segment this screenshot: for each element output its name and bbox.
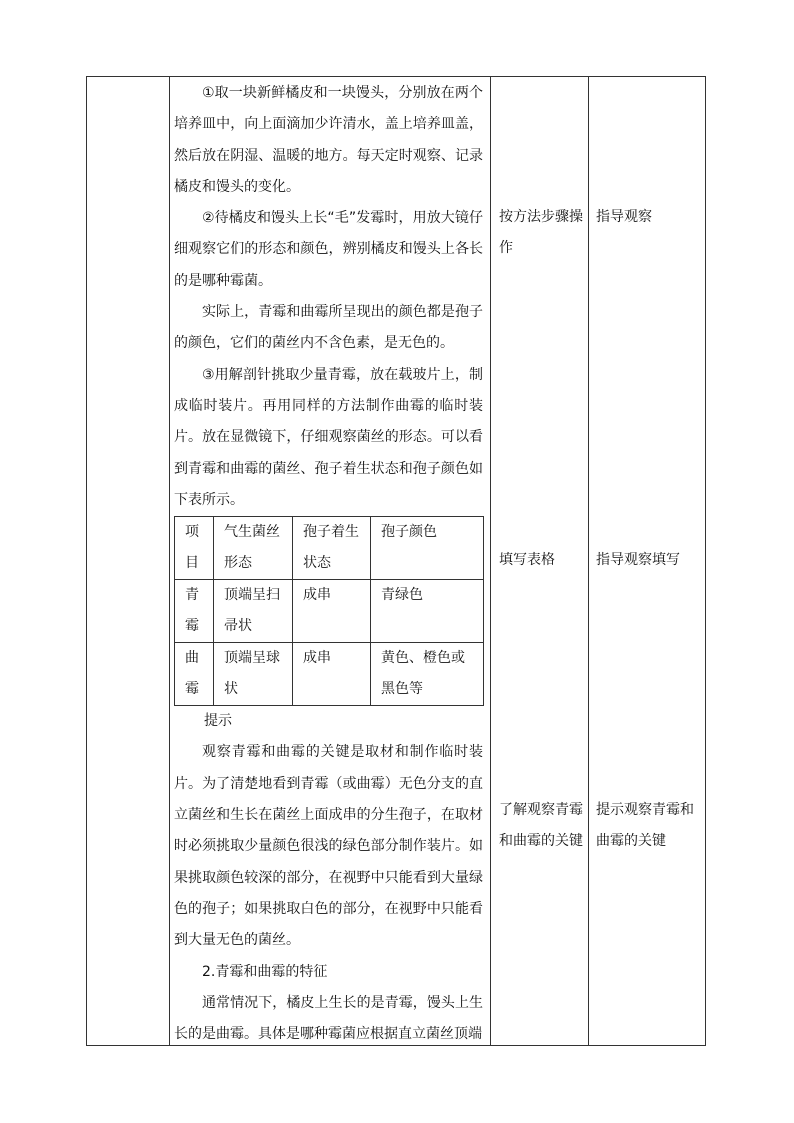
teacher-activity-1: 指导观察: [596, 209, 652, 225]
student-activity-3: 了解观察青霉和曲霉的关键: [499, 802, 583, 849]
teacher-activity-2: 指导观察填写: [596, 552, 680, 568]
section-heading: 2.青霉和曲霉的特征: [202, 963, 328, 980]
content-column: [170, 77, 490, 1045]
comparison-table: [174, 516, 484, 706]
table-header-row: [175, 517, 484, 580]
table-header-cell: 孢子着生状态: [293, 517, 371, 580]
step-2-paragraph: ②待橘皮和馒头上长“毛”发霉时，用放大镜仔细观察它们的形态和颜色，辨别橘皮和馒头上各长的是哪种霉菌。: [174, 210, 483, 289]
table-header-cell: 气生菌丝形态: [214, 517, 293, 580]
table-cell: 青绿色: [371, 580, 484, 643]
tip-body: 观察青霉和曲霉的关键是取材和制作临时装片。为了清楚地看到青霉（或曲霉）无色分支的直立菌丝和生长在菌丝上面成串的分生孢子，在取材时必须挑取少量颜色很浅的绿色部分制作装片。如果挑取颜色较深的部分，在视野中只能看到大量绿色的孢子；如果挑取白色的部分，在视野中只能看到大量无色的菌丝。: [174, 744, 483, 949]
teacher-activity-3: 提示观察青霉和曲霉的关键: [596, 802, 694, 849]
table-cell: 曲霉: [175, 643, 214, 706]
spore-color-paragraph: 实际上，青霉和曲霉所呈现出的颜色都是孢子的颜色，它们的菌丝内不含色素，是无色的。: [174, 304, 483, 352]
table-row: [175, 643, 484, 706]
tip-title: 提示: [204, 713, 232, 730]
table-row: [175, 580, 484, 643]
lesson-table: [86, 76, 706, 1046]
table-header-cell: 项目: [175, 517, 214, 580]
table-cell: 顶端呈球状: [214, 643, 293, 706]
table-cell: 顶端呈扫帚状: [214, 580, 293, 643]
student-activity-1: 按方法步骤操作: [499, 209, 583, 256]
table-cell: 青霉: [175, 580, 214, 643]
table-header-cell: 孢子颜色: [371, 517, 484, 580]
step-3-paragraph: ③用解剖针挑取少量青霉，放在载玻片上，制成临时装片。再用同样的方法制作曲霉的临时装片。放在显微镜下，仔细观察菌丝的形态。可以看到青霉和曲霉的菌丝、孢子着生状态和孢子颜色如下表所示。: [174, 366, 483, 508]
table-cell: 黄色、橙色或黑色等: [371, 643, 484, 706]
student-activity-2: 填写表格: [499, 552, 555, 568]
table-cell: 成串: [293, 580, 371, 643]
step-1-paragraph: ①取一块新鲜橘皮和一块馒头，分别放在两个培养皿中，向上面滴加少许清水，盖上培养皿盖，然后放在阴湿、温暖的地方。每天定时观察、记录橘皮和馒头的变化。: [174, 85, 483, 195]
feature-paragraph: 通常情况下，橘皮上生长的是青霉，馒头上生长的是曲霉。具体是哪种霉菌应根据直立菌丝顶端: [174, 994, 483, 1043]
table-cell: 成串: [293, 643, 371, 706]
column-divider: [490, 77, 491, 1045]
column-divider: [588, 77, 589, 1045]
